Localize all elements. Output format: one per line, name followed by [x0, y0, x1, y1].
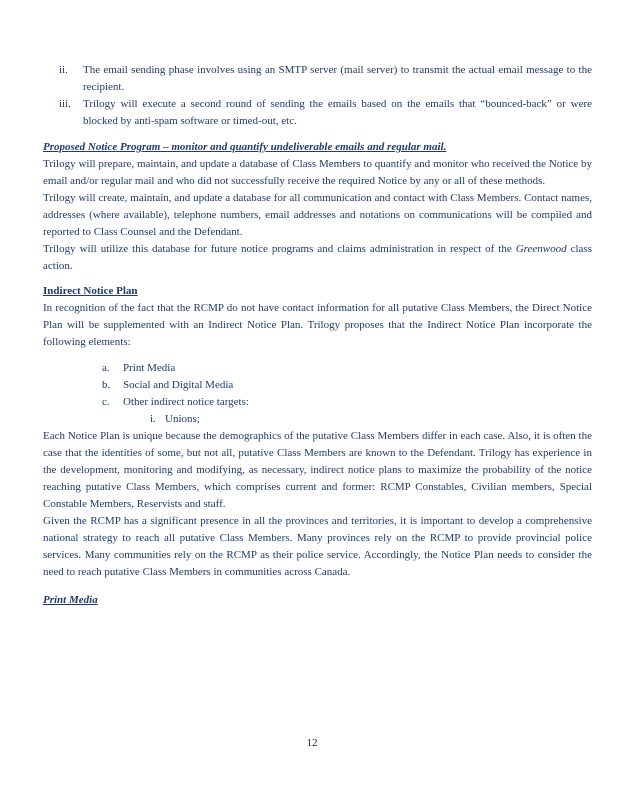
list-item-other-targets — [43, 394, 592, 411]
list-item-text: Other indirect notice targets: — [123, 396, 249, 408]
indirect-elements-list — [43, 360, 592, 428]
paragraph-utilize-after: class action. — [43, 243, 592, 272]
paragraph-utilize-database — [43, 241, 592, 275]
paragraph-recognition-rcmp: In recognition of the fact that the RCMP do not have contact information for all putative Class Members, the Direct Notice Plan will be supplemented with an Indirect Notice Plan. Trilogy proposes that the Indirect Notice Plan incorporate the following elements: — [43, 302, 592, 348]
paragraph-given-rcmp-presence: Given the RCMP has a significant presence in all the provinces and territories, it is important to develop a comprehensive national strategy to reach all putative Class Members. Many provinces rely on the RCMP to provide provincial police services. Many communities rely on the RCMP as their police service. Accordingly, the Notice Plan needs to consider the need to reach putative Class Members in communities across Canada. — [43, 515, 592, 578]
list-item-unions — [43, 411, 592, 428]
list-marker: b. — [102, 379, 111, 391]
list-marker: i. — [150, 413, 156, 425]
list-item-text: Social and Digital Media — [123, 379, 234, 391]
list-item-print-media — [43, 360, 592, 377]
paragraph-database-communication: Trilogy will create, maintain, and update a database for all communication and contact with Class Members. Contact names, addresses (where available), telephone numbers, email addresses and notations on communications will be compiled and reported to Class Counsel and the Defendant. — [43, 192, 592, 238]
list-item-social-digital-media — [43, 377, 592, 394]
paragraph-database-class-members: Trilogy will prepare, maintain, and update a database of Class Members to quantify and monitor who received the Notice by email and/or regular mail and who did not successfully receive the required Notice by any or all of these methods. — [43, 158, 592, 187]
list-marker: a. — [102, 362, 110, 374]
document-content — [43, 62, 592, 609]
list-item-text: The email sending phase involves using an SMTP server (mail server) to transmit the actual email message to the recipient. — [83, 64, 592, 93]
heading-indirect-notice-plan: Indirect Notice Plan — [43, 285, 138, 297]
list-marker: c. — [102, 396, 110, 408]
page-number: 12 — [306, 737, 318, 749]
list-item-text: Print Media — [123, 362, 176, 374]
list-item-text: Trilogy will execute a second round of sending the emails based on the emails that “bounced-back” or were blocked by anti-spam software or timed-out, etc. — [83, 98, 592, 127]
paragraph-each-notice-plan: Each Notice Plan is unique because the demographics of the putative Class Members differ in each case. Also, it is often the case that the identities of some, but not all, putative Class Members are known to the Defendant. Trilogy has experience in the development, monitoring and modifying, as necessary, indirect notice plans to maximize the probability of the notice reaching putative Class Members, which comprises current and former: RCMP Constables, Civilian members, Special Constable Members, Reservists and staff. — [43, 430, 592, 510]
heading-proposed-notice-program: Proposed Notice Program – monitor and quantify undeliverable emails and regular mail. — [43, 141, 447, 153]
list-marker: iii. — [59, 98, 71, 110]
case-name-greenwood: Greenwood — [515, 243, 567, 255]
list-item-ii — [43, 62, 592, 96]
list-marker: ii. — [59, 64, 68, 76]
paragraph-utilize-before: Trilogy will utilize this database for future notice programs and claims administration in respect of the — [43, 243, 516, 255]
list-item-iii — [43, 96, 592, 130]
list-item-text: Unions; — [165, 413, 200, 425]
heading-print-media: Print Media — [43, 594, 98, 606]
